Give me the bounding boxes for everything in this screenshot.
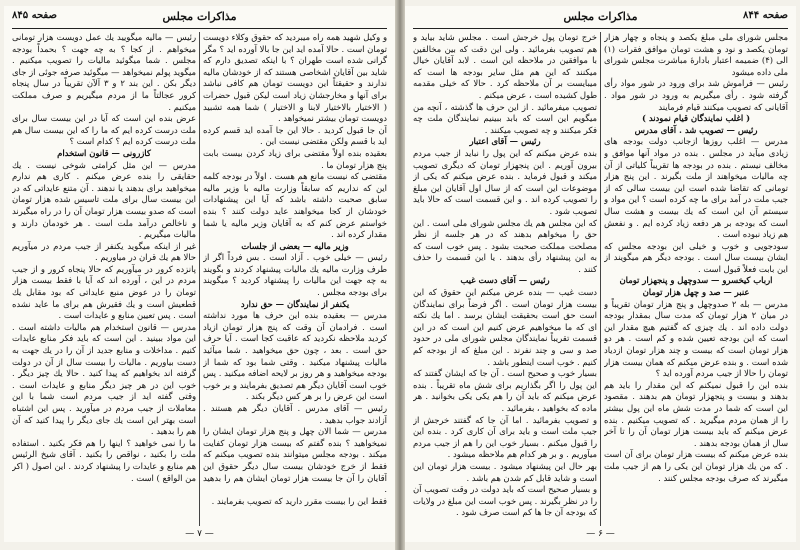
paragraph: بنده عرض ميكنم كه اين پول را نبايد از جيب مردم بيرون آوريم . اين پنجهزار تومان كه ديگری تصويب ميكند و قبول فرمايد . بنده عرض ميكنم كه يكی از موضوعات اين است كه از سال اول آقايان اين مبلغ را تصويب كرده اند . و اين قسمت است كه حالا بايد تصويب شود . xyxy=(413,147,597,216)
paragraph: مدرس — بعقيده بنده اين حرف ها مورد نداشته است . فرادمان آن وقت كه پنج هزار تومان ازياد كرديد ملاحظه نكرديد كه عاقبت كجا است . آيا حرف حق است . بعد ، چون حق ميخواهيد . شما ميآئيد ماليات پيشنهاد ميكنيد . وقتی شما بود كه شما از بودجه ميخواهيد و هر روز بر لايحه اضافه ميكنيد . پس خوب است آقايان ديگر هم تصديق بفرمايند و بر خوب است اين عرض را بر هر كس ديگر بكند . xyxy=(203,310,387,402)
book-gutter xyxy=(395,0,405,550)
paragraph: خرج تومان پول خرجش است . مجلس شايد بيايد و هم تصويب بفرمائيد . ولی اين دقت كه بين مخالفين با موافقين در ملاحظه اين است . لابد آقايان خيال ميكنند كه اين هم مثل ساير بودجه ها است كه ميبايست بر آن ملاحظه كرد . حالا كه خيلی مقدمه طول كشيده است ، عرض ميكنم . xyxy=(413,32,597,100)
paragraph: بهر حال اين پيشنهاد ميشود . بيست هزار تومان اين است و شايد قابل كم شدن هم باشد . xyxy=(413,460,597,483)
paragraph: و وكيل شهيد همه راه ميبرديد كه حقوق وكلاء دويست تومان است . حالا آمده ايد اين جا بالا آورده ايد ؟ مگر گرانی شده است طهران ؟ با اينكه تصديق دارم كه شايد بين آقايان اشخاصی هستند كه از خودشان مالیه ندارند و حقيقتاً اين دويست تومان هم كافی نباشد برای آنها و مخارجشان زياد است ليكن قبول حضرات ( الاختيار بالاختيار لابنا و الاختيار ) شما همه تشبيد دويست تومان بيشتر نميخواهد . xyxy=(203,32,387,124)
right-page-right-column xyxy=(604,32,788,526)
speaker-line: وزير ماليه — بعضی از جلسات xyxy=(241,240,349,251)
speaker-line: رئيس — آقای اعتبار xyxy=(469,136,541,147)
paragraph: پانزده كرور در ميآوريم كه حالا پنجاه كرور و از جيب مردم در اين ، آورده اند كه آيا با فقط بيست هزار تومان را در عوض منبع عايداتی كه بود مقابل يك قطعيش است و يك فقيرش هم برای ما عايد نشده است . پس تعيين منابع و عايدات است . xyxy=(12,263,196,321)
speaker-line: عنبر — صد و چهل هزار تومان xyxy=(642,287,750,298)
paragraph: بنده عرض ميكنم كه بيست هزار تومان برای آن است . كه من يك هزار تومان اين يكی را هم از جيب ملت ميگيرند كه صرف بودجه مجلس كنند . xyxy=(604,449,788,483)
paragraph: بسيار خوب و صحيح است . آن جا كه ايشان گفتند كه اين پول را اگر بگذاريم برای شش ماه تقريباً . بنده عرض ميكنم كه بايد آن را هم يكی يكی بخوانيد . هر ماده كه بخواهيد ، بفرمائيد . xyxy=(413,368,597,413)
left-page-header xyxy=(12,10,387,28)
paragraph: مدرس — قانون استخدام هم ماليات داشته است . اين مواد ببينيد . اين است كه بايد فكر منابع عايدات كنيم . مداخلات و منابع جديد از آن را در يك جهت به دست بياوريم . ماليات را بيست سال از آن در دولت گرفته اند بخواهيم كه پيدا كنيد . حالا يك چيز ديگر . خوب اين در هر چيز ديگر منابع و عايدات است . وقتی گفته ايد از جيب مردم است شما با اين معاملات از جيب مردم در ميآوريد . پس اين اشتباه است بهتر اين است يك جای ديگر را پيدا كنيد كه آن هم را بدهيد . xyxy=(12,321,196,437)
right-page-title: مذاكرات مجلس xyxy=(563,10,638,23)
left-page-left-column xyxy=(12,32,196,526)
left-page-right-column xyxy=(203,32,387,526)
left-page-footer: — ۷ — xyxy=(185,529,214,539)
paragraph: مجلس شورای ملی مبلغ يكصد و پنجاه و چهار هزار تومان يكصد و نود و هشت تومان موافق فقرات (۱) الی (۴) ضميمه اعتبار بادارهٔ مباشرت مجلس شورای ملی داده ميشود xyxy=(604,32,788,77)
paragraph: رئيس — ماليه ميگوييد يك عمل دويست هزار تومانی ميخواهم . از كجا ؟ به چه جهت ؟ بحمداً بودجه مجلس . شما ميگوئيد ماليات را تصويب ميكنيم . ميگويد پولم نميخواهد — ميگوئيد صرفه جوئی از جای ديگر بكن . اين بند ۲ و ۳ آلآن تقريباً در سال پنجاه كرور عجالتاً ما از مردم ميگيريم و صرف مملكت ميكنيم . xyxy=(12,32,196,112)
left-page xyxy=(4,6,395,542)
paragraph: غير از اينكه ميگويد يكنفر از جيب مردم در ميآوريم حالا هم يك قران در مياوريم . xyxy=(12,240,196,263)
paragraph: سودجويی و خوب و خيلی اين بودجه مجلس كه ايشان بيست سال است . بودجه ديگر هم ميگويند از اين بابت فعلاً قبول است . xyxy=(604,240,788,274)
paragraph: مدرس — بله ۲ صدوچهل و پنج هزار تومان تقريباً و در ميان ۲ هزار تومان كه مدت سال بمقدار بودجه دولت داده اند . يك چيزی كه گفتيم هيچ مقدار اين است كه اين بودجه تعيين شده و كم است . هر دو هزار تومان است كه بيست و چند هزار تومان ازدياد شده است . و بنده عرض ميكنم كه همان بيست هزار تومان را حالا از جيب مردم آورده ايد ؟ xyxy=(604,298,788,379)
paragraph: رئيس — آقای مدرس . آقايان ديگر هم هستند . آزادند جواب بدهيد . xyxy=(203,403,387,425)
paragraph: مقتضی كه نيست مانع هم هست . اولاً در بودجه كلمه اين كه نداريم كه سابقاً وزارت ماليه با وزير ماليه سابق صحبت داشته باشد كه آيا اين پيشنهادات خودشان از كجا ميخواهند عايد دولت كنند ؟ بنده خواستم عرض كنم كه به آقايان وزير ماليه يا شما مقدار كرده اند . xyxy=(203,171,387,240)
paragraph: مدرس — اين مثل كرامتی شوخی نيست . يك حقايقی را بنده عرض ميكنم . كاری هم ندارم ميخواهيد برای بدهند يا ندهند . آن متنع عايداتی كه در اين بيست سال برای ملت تاسيس شده هزار تومان است كه صدو بيست هزار تومان آن را در راه ميگيرند و ناخالص درآمد ملت است . هر خودمان دارند و ماليات ميگيريم . xyxy=(12,159,196,240)
paragraph: رئيس — فراموش شد برای ورود در شور مواد رأی گرفته شود . رأی ميگيريم به ورود در شور مواد . آقايانی كه تصويب ميكنند قيام فرمايند xyxy=(604,78,788,112)
paragraph: و تصويب بفرمائيد . اما آن جا كه گفتند خرجش از جيب ملت است و بايد برای آن كاری كرد . بنده اين را قبول ميكنم . بسيار خوب اين را هم از جيب مردم ميآوريم . و بر هر كدام هم ملاحظه ميشود . xyxy=(413,414,597,460)
right-page xyxy=(405,6,796,542)
paragraph: مدرس — شما الان چهل و پنج هزار تومان ايشان را نميخواهيد ؟ بنده گفتم كه بيست هزار تومان كفايت ميكند . بودجه مجلس ميتوانند بنده تصويب ميكنم كه فقط از خرج خودشان بيست سال ديگر حقوق اين آقايان را آن جا بيست هزار تومان ايشان هم را بدهيد . xyxy=(203,426,387,495)
paragraph: عرض بنده اين است كه آيا در اين بيست سال برای ملت درست كرده ايم كه ما را كه اين بيست سال هم ملت درست كرده ايم ؟ كدام است ؟ xyxy=(12,113,196,147)
paragraph: تصويب ميفرمائيد . از اين حرف ها گذشته ، آنچه من ميگويم اين است كه بابد ببينيم نمايندگان ملت چه فكر ميكنند و چه تصويب ميكنند . xyxy=(413,101,597,135)
speaker-line: كازرونی — قانون استخدام xyxy=(57,147,151,158)
paragraph: مدرس — اغلب روزها ازجانب دولت بودجه های زيادی ميآيد در مجلس . بنده در مواد آنها موافق و مخالف نيستم . بنده در بودجه ها تقريباً كلياتی از آن چه ماليات ميخواهند از ملت بگيرند . اين پنج هزار تومانی كه تقاضا شده است اين بيست سالی كه از جيب ملت در آمد برای ما چه كرده است ؟ اين مواد و سيستم آن اين است كه يك بيست و هشت سال است كه بودجه بر هر دفعه زياد كرده ايم . و نفعش هم زياد نبوده است . xyxy=(604,136,788,240)
note-line: ( اغلب نمايندگان قيام نمودند ) xyxy=(641,113,751,124)
speaker-line: يكنفر از نمايندگان — حق ندارد xyxy=(240,298,350,309)
speaker-line: ارباب كيخسرو — سدوچهل و پنجهزار تومان xyxy=(619,275,773,286)
paragraph: آن جا قبول كرديد . حالا اين جا آمده ايد قسم كرده ايد با قسم ولكن مقتضی نيست اين . xyxy=(203,124,387,147)
paragraph: دست غيب — بنده عرض ميكنم اين حقوق كه اين بيست هزار تومان است . اگر فرضاً برای نمايندگان است حق است بحقيقت ايشان برسد . اما يك نكته ای كه ما ميخواهيم عرض كنيم اين است كه در اين قسمت تقريباً نمايندگان مجلس شورای ملی در حدود صد و سی و چند نفرند . اين مبلغ كه از بودجه كم كنيم . خوب است اينطور باشد . xyxy=(413,287,597,367)
right-page-number: صفحه ۸۴۴ xyxy=(743,10,788,21)
paragraph: بنده اين را قبول نميكنم كه اين مقدار را بايد هم بدهند و بيست و پنجهزار تومان هم بدهند . مقصود اين است كه شما در مدت شش ماه اين پول بيشتر را از همان مردم ميگيريد . كه تصويب ميكنيم . بنده عرض ميكنم كه بايد بيست هزار تومان آن را تا آخر سال از همان بودجه بدهند . xyxy=(604,379,788,448)
right-page-footer: — ۶ — xyxy=(586,529,615,539)
paragraph: و بسيار صحيح است كه بايد دولت در وقت تصويب آن را در نظر بگيرند . پس خوب است اين مبلغ در ولايات كه بودجه آن جا ها كم است صرف شود . xyxy=(413,484,597,518)
paragraph: رئيس — خيلی خوب . آزاد است . بس فرداً اگر از طرف وزارت ماليه يك ماليات پيشنهاد كردند و بگويند به چه جهت اين ماليات را پيشنهاد كرديد ؟ ميگويند برای بودجه مجلس . xyxy=(203,252,387,298)
right-page-left-column xyxy=(413,32,597,526)
right-column-divider xyxy=(600,32,601,526)
right-page-header xyxy=(413,10,788,28)
paragraph: كه اين مجلس هم يك مجلس شورای ملی است . اين حق را ميخواهم بدهند كه در هر جلسه از نظر مصلحت مملكت صحبت بشود . پس خوب است كه به اين پيشنهاد رأی بدهند . يا اين قسمت را حذف كنند . xyxy=(413,217,597,274)
left-header-rule xyxy=(12,28,387,29)
paragraph: فقط اين را بيست مقرر داريد كه تصويب بفرمايند . xyxy=(211,495,387,506)
right-header-rule xyxy=(413,28,788,29)
speaker-line: رئيس — تصويب شد . آقای مدرس xyxy=(634,124,758,135)
left-column-divider xyxy=(199,32,200,526)
paragraph: بعقيده بنده اولاً مقتضی برای زياد كردن بيست بابت پنج هزار تومان ما . xyxy=(203,147,387,170)
paragraph: ما را نمی خواهيد ؟ اينها را هم فكر بكنيد . استفاده ملت را بكنيد ، نواقص را بكنيد . آقای شيخ الرئيس هم منابع و عايدات را پيشنهاد كردند . اين اصول ( اكر من الواقع ) است . xyxy=(12,437,196,483)
speaker-line: رئيس — آقای دست غيب xyxy=(460,275,550,286)
left-page-number: صفحه ۸۴۵ xyxy=(12,10,57,21)
left-page-title: مذاكرات مجلس xyxy=(162,10,237,23)
